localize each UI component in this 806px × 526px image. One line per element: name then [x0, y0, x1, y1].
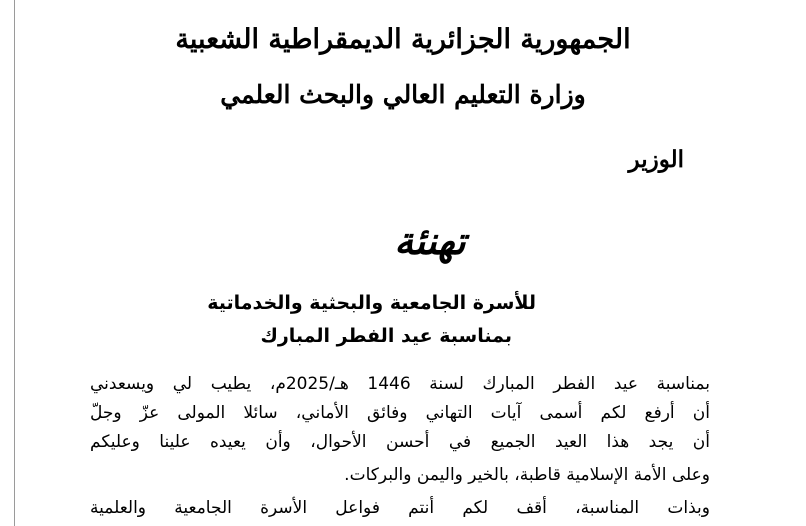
republic-heading: الجمهورية الجزائرية الديمقراطية الشعبية	[175, 24, 631, 55]
occasion-subtitle: بمناسبة عيد الفطر المبارك	[260, 325, 512, 347]
body-paragraph-line: أن يجد هذا العيد الجميع في أحسن الأحوال، وأن يعيده علينا وعليكم	[90, 432, 710, 452]
ministry-heading: وزارة التعليم العالي والبحث العلمي	[220, 80, 586, 109]
body-paragraph-line: أن أرفع لكم أسمى آيات التهاني وفائق الأماني، سائلا المولى عزّ وجلّ	[90, 403, 710, 423]
body-paragraph-line: وبذات المناسبة، أقف لكم أنتم فواعل الأسرة الجامعية والعلمية	[90, 498, 710, 518]
recipients-subtitle: للأسرة الجامعية والبحثية والخدماتية	[207, 292, 536, 314]
greeting-title: تهنئة	[394, 218, 466, 263]
body-paragraph-line: بمناسبة عيد الفطر المبارك لسنة 1446 هـ/2025م، يطيب لي ويسعدني	[90, 374, 710, 394]
minister-label: الوزير	[628, 146, 684, 173]
body-paragraph-line: وعلى الأمة الإسلامية قاطبة، بالخير واليمن والبركات.	[344, 465, 710, 485]
